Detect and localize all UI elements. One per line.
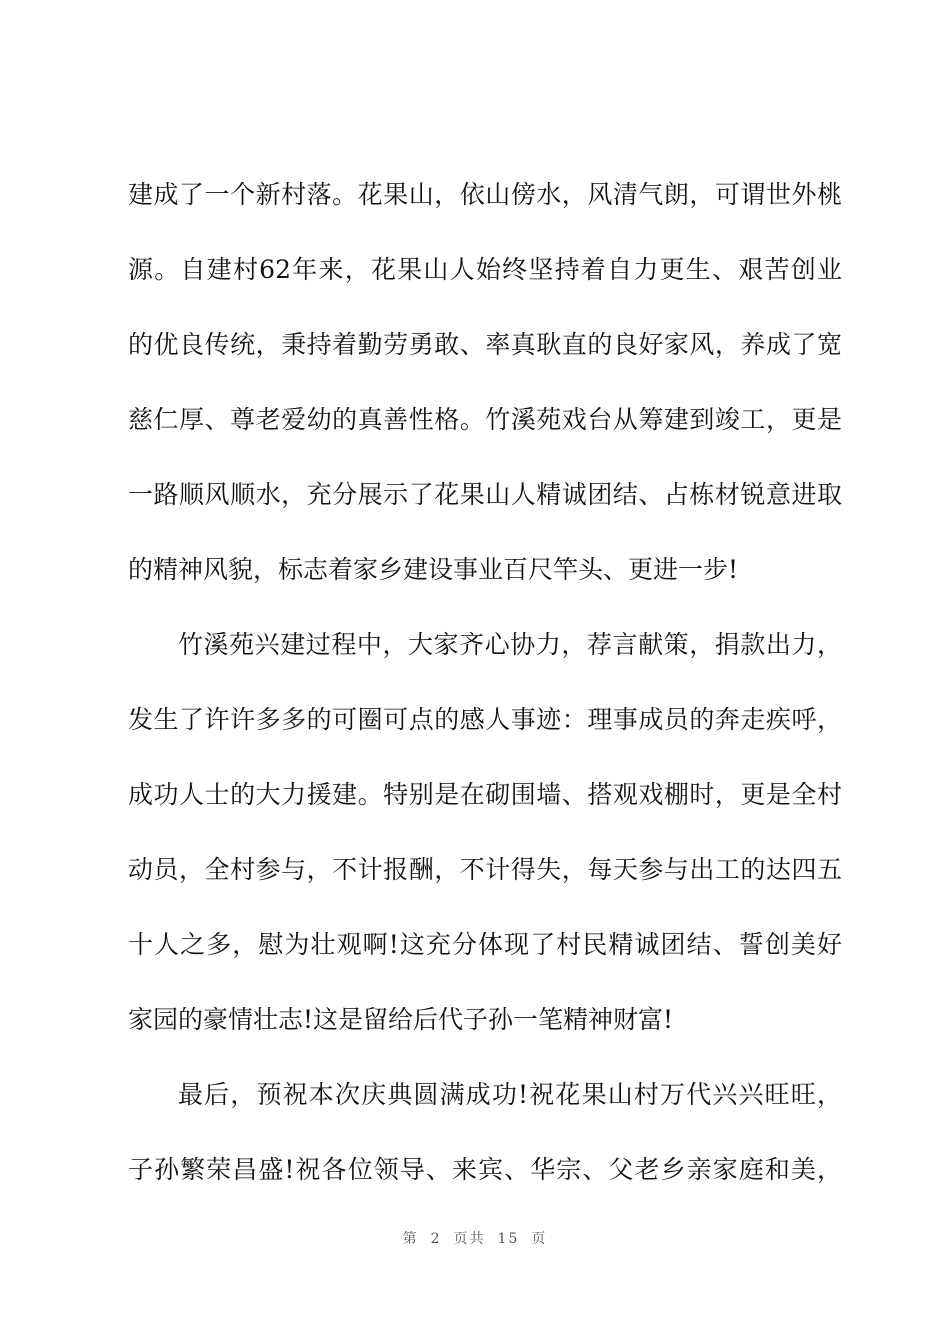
paragraph-line-6: 的精神风貌，标志着家乡建设事业百尺竿头、更进一步! <box>128 555 739 584</box>
page-label-suffix: 页 <box>531 1231 548 1247</box>
paragraph-line-2: 源。自建村62年来，花果山人始终坚持着自力更生、艰苦创业 <box>128 255 842 284</box>
page-label-mid: 页共 <box>453 1231 486 1247</box>
paragraph-line-8: 发生了许许多多的可圈可点的感人事迹：理事成员的奔走疾呼， <box>128 705 842 734</box>
page-label-prefix: 第 <box>402 1231 419 1247</box>
paragraph-line-1: 建成了一个新村落。花果山，依山傍水，风清气朗，可谓世外桃 <box>128 180 842 209</box>
current-page-number: 2 <box>430 1231 442 1247</box>
paragraph-line-7: 竹溪苑兴建过程中，大家齐心协力，荐言献策，捐款出力， <box>178 630 842 659</box>
paragraph-line-3: 的优良传统，秉持着勤劳勇敢、率真耿直的良好家风，养成了宽 <box>128 330 842 359</box>
paragraph-line-14: 子孙繁荣昌盛!祝各位领导、来宾、华宗、父老乡亲家庭和美， <box>128 1155 842 1184</box>
paragraph-line-9: 成功人士的大力援建。特别是在砌围墙、搭观戏棚时，更是全村 <box>128 780 842 809</box>
paragraph-line-5: 一路顺风顺水，充分展示了花果山人精诚团结、占栋材锐意进取 <box>128 480 842 509</box>
page-number-footer <box>0 1227 950 1251</box>
paragraph-line-10: 动员，全村参与，不计报酬，不计得失，每天参与出工的达四五 <box>128 855 842 884</box>
total-pages-number: 15 <box>497 1231 520 1247</box>
paragraph-line-4: 慈仁厚、尊老爱幼的真善性格。竹溪苑戏台从筹建到竣工，更是 <box>128 405 842 434</box>
paragraph-line-13: 最后，预祝本次庆典圆满成功!祝花果山村万代兴兴旺旺， <box>178 1080 842 1109</box>
paragraph-line-12: 家园的豪情壮志!这是留给后代子孙一笔精神财富! <box>128 1005 674 1034</box>
paragraph-line-11: 十人之多，慰为壮观啊!这充分体现了村民精诚团结、誓创美好 <box>128 930 842 959</box>
